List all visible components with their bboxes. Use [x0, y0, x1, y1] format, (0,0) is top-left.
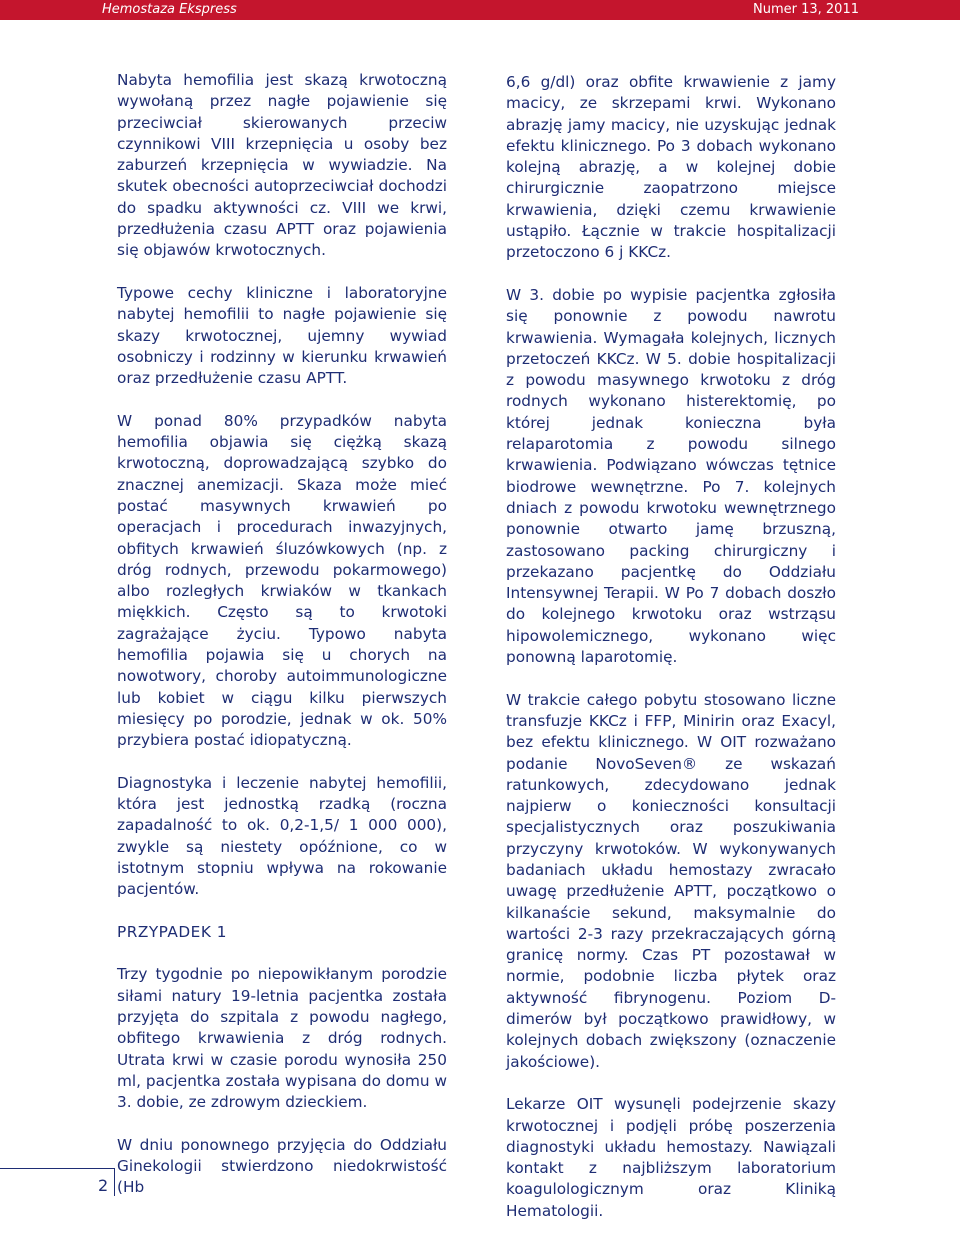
paragraph-symptoms: W ponad 80% przypadków nabyta hemofilia objawia się ciężką skazą krwotoczną, doprowadzającą szybko do znacznej anemizacji. Skaza może mieć postać masywnych krwawień po operacjach i procedurach inwazyjnych, obfitych krwawień śluzówkowych (np. z dróg rodnych, przewodu pokarmowego) albo rozległych krwiaków w tkankach miękkich. Często są to krwotoki zagrażające życiu. Typowo nabyta hemofilia pojawia się u chorych na nowotwory, choroby autoimmunologiczne lub kobiet w ciągu kilku pierwszych miesięcy po porodzie, jednak w ok. 50% przybiera postać idiopatyczną.	[117, 411, 447, 750]
paragraph-diagnostics: Diagnostyka i leczenie nabytej hemofilii, która jest jednostką rzadką (roczna zapadalność to ok. 0,2-1,5/ 1 000 000), zwykle są niestety opóźnione, co w istotnym stopniu wpływa na rokowanie pacjentów.	[117, 773, 447, 899]
publication-title: Hemostaza Ekspress	[102, 2, 237, 17]
issue-number: Numer 13, 2011	[753, 2, 859, 17]
paragraph-transfusions: W trakcie całego pobytu stosowano liczne transfuzje KKCz i FFP, Minirin oraz Exacyl, bez efektu klinicznego. W OIT rozważano podanie NovoSeven® ze wskazań ratunkowych, zdecydowano jednak najpierw o konieczności konsultacji specjalistycznych oraz poszukiwania przyczyny krwotoków. W wykonywanych badaniach układu hemostazy zwracało uwagę przedłużenie APTT, początkowo o kilkanaście sekund, maksymalnie do wartości 2-3 razy przekraczających górną granicę normy. Czas PT pozostawał w normie, podobnie liczba płytek oraz aktywność fibrynogenu. Poziom D-dimerów był początkowo prawidłowy, w kolejnych dobach zwiększony (oznaczenie jakościowe).	[506, 690, 836, 1071]
left-column	[117, 70, 447, 1220]
header-bar	[0, 0, 960, 20]
paragraph-case-intro: Trzy tygodnie po niepowikłanym porodzie siłami natury 19-letnia pacjentka została przyjęta do szpitala z powodu nagłego, obfitego krwawienia z dróg rodnych. Utrata krwi w czasie porodu wynosiła 250 ml, pacjentka została wypisana do domu w 3. dobie, ze zdrowym dzieckiem.	[117, 965, 447, 1112]
footer-horizontal-rule	[0, 1168, 114, 1169]
paragraph-intro: Nabyta hemofilia jest skazą krwotoczną wywołaną przez nagłe pojawienie się przeciwciał skierowanych przeciw czynnikowi VIII krzepnięcia u osoby bez zaburzeń krzepnięcia w wywiadzie. Na skutek obecności autoprzeciwciał dochodzi do spadku aktywności cz. VIII we krwi, przedłużenia czasu APTT oraz pojawienia się objawów krwotocznych.	[117, 71, 447, 260]
paragraph-features: Typowe cechy kliniczne i laboratoryjne nabytej hemofilii to nagłe pojawienie się skazy krwotocznej, ujemny wywiad osobniczy i rodzinny w kierunku krwawień oraz przedłużenie czasu APTT.	[117, 283, 447, 388]
page-number: 2	[98, 1176, 109, 1195]
paragraph-readmission: W dniu ponownego przyjęcia do Oddziału Ginekologii stwierdzono niedokrwistość (Hb	[117, 1135, 447, 1197]
footer-vertical-rule	[114, 1168, 115, 1196]
paragraph-consultation: Lekarze OIT wysunęli podejrzenie skazy krwotocznej i podjęli próbę poszerzenia diagnostyki układu hemostazy. Nawiązali kontakt z najbliższym laboratorium koagulologicznym oraz Kliniką Hematologii.	[506, 1095, 836, 1220]
case-heading: PRZYPADEK 1	[117, 922, 227, 941]
paragraph-recurrence: W 3. dobie po wypisie pacjentka zgłosiła się ponownie z powodu nawrotu krwawienia. Wymagała kolejnych, licznych przetoczeń KKCz. W 5. dobie hospitalizacji z powodu masywnego krwotoku z dróg rodnych wykonano histerektomię, po której jednak konieczna była relaparotomia z powodu silnego krwawienia. Podwiązano wówczas tętnice biodrowe wewnętrzne. Po 7. kolejnych dniach z powodu krwotoku wewnętrznego ponownie otwarto jamę brzuszną, zastosowano packing chirurgiczny i przekazano pacjentkę do Oddziału Intensywnej Terapii. W Po 7 dobach doszło do kolejnego krwotoku oraz wstrząsu hipowolemicznego, wykonano więc ponowną laparotomię.	[506, 285, 836, 667]
right-column	[506, 72, 836, 1243]
paragraph-treatment: 6,6 g/dl) oraz obfite krwawienie z jamy macicy, ze skrzepami krwi. Wykonano abrazję jamy macicy, nie uzyskując jednak efektu klinicznego. Po 3 dobach wykonano kolejną abrazję, a w kolejnej dobie chirurgicznie zaopatrzono miejsce krwawienia, dzięki czemu krwawienie ustąpiło. Łącznie w trakcie hospitalizacji przetoczono 6 j KKCz.	[506, 73, 836, 262]
